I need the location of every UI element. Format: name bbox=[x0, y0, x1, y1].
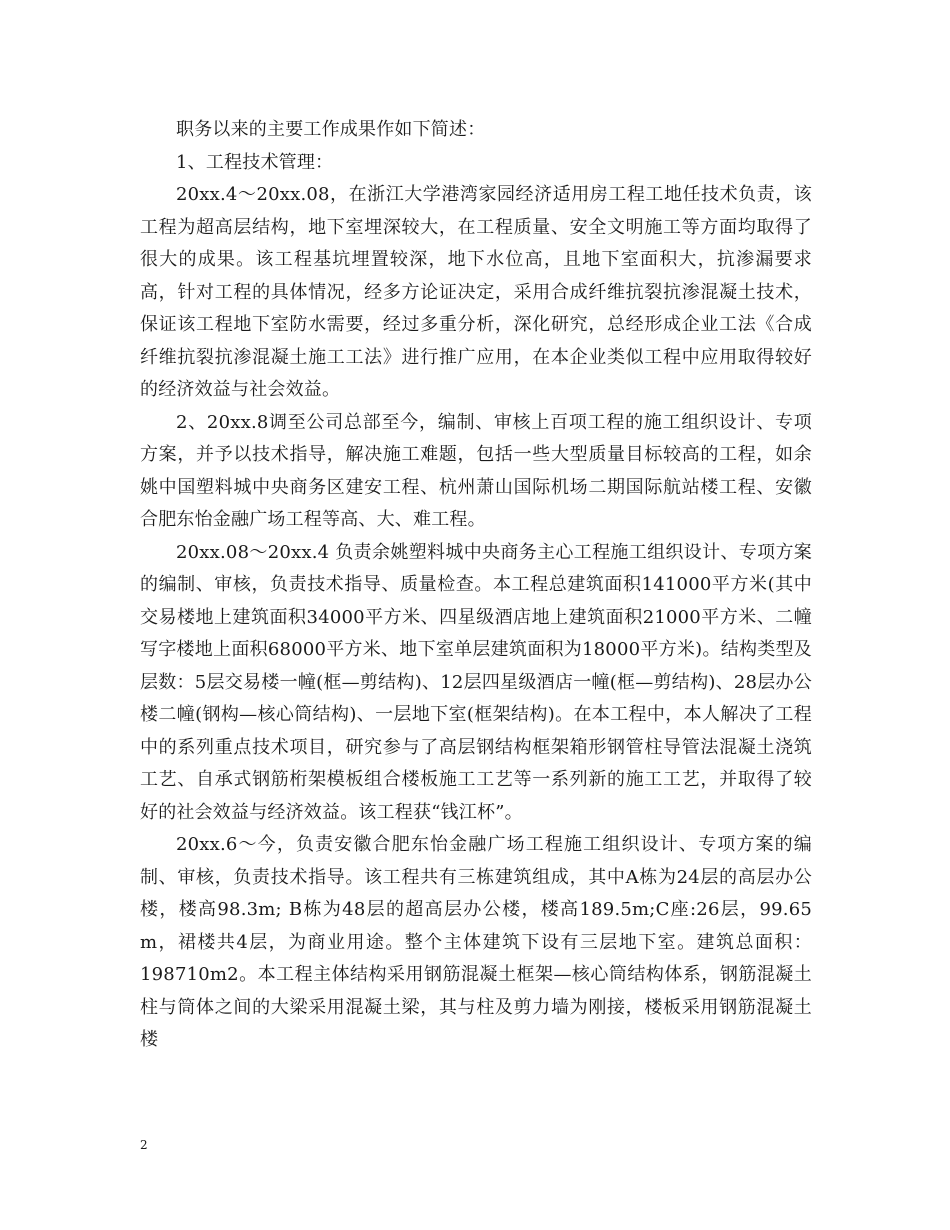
paragraph-zhejiang-project: 20xx.4～20xx.08，在浙江大学港湾家园经济适用房工程工地任技术负责，该工程为超高层结构，地下室埋深较大，在工程质量、安全文明施工等方面均取得了很大的成果。该工程基坑埋置较深，地下水位高，且地下室面积大，抗渗漏要求高，针对工程的具体情况，经多方论证决定，采用合成纤维抗裂抗渗混凝土技术，保证该工程地下室防水需要，经过多重分析，深化研究，总经形成企业工法《合成纤维抗裂抗渗混凝土施工工法》进行推广应用，在本企业类似工程中应用取得较好的经济效益与社会效益。 bbox=[140, 184, 812, 400]
section-heading-engineering-tech: 1、工程技术管理： bbox=[176, 151, 334, 173]
document-body bbox=[140, 114, 812, 1057]
paragraph-yuyao-project: 20xx.08～20xx.4 负责余姚塑料城中央商务主心工程施工组织设计、专项方案的编制、审核，负责技术指导、质量检查。本工程总建筑面积141000平方米(其中交易楼地上建筑面积34000平方米、四星级酒店地上建筑面积21000平方米、二幢写字楼地上面积68000平方米、地下室单层建筑面积为18000平方米)。结构类型及层数：5层交易楼一幢(框—剪结构)、12层四星级酒店一幢(框—剪结构)、28层办公楼二幢(钢构—核心筒结构)、一层地下室(框架结构)。在本工程中，本人解决了工程中的系列重点技术项目，研究参与了高层钢结构框架箱形钢管柱导管法混凝土浇筑工艺、自承式钢筋桁架模板组合楼板施工工艺等一系列新的施工工艺，并取得了较好的社会效益与经济效益。该工程获“钱江杯”。 bbox=[140, 541, 812, 823]
page-number: 2 bbox=[140, 1138, 148, 1152]
paragraph-headquarters: 2、20xx.8调至公司总部至今，编制、审核上百项工程的施工组织设计、专项方案，并予以技术指导，解决施工难题，包括一些大型质量目标较高的工程，如余姚中国塑料城中央商务区建安工程、杭州萧山国际机场二期国际航站楼工程、安徽合肥东怡金融广场工程等高、大、难工程。 bbox=[140, 411, 812, 530]
paragraph-intro: 职务以来的主要工作成果作如下简述： bbox=[176, 119, 486, 140]
paragraph-hefei-project: 20xx.6～今，负责安徽合肥东怡金融广场工程施工组织设计、专项方案的编制、审核，负责技术指导。该工程共有三栋建筑组成，其中A栋为24层的高层办公楼，楼高98.3m; B栋为48层的超高层办公楼，楼高189.5m;C座:26层，99.65 m，裙楼共4层，为商业用途。整个主体建筑下设有三层地下室。建筑总面积：198710m2。本工程主体结构采用钢筋混凝土框架—核心筒结构体系，钢筋混凝土柱与筒体之间的大梁采用混凝土梁，其与柱及剪力墙为刚接，楼板采用钢筋混凝土楼 bbox=[140, 834, 812, 1050]
